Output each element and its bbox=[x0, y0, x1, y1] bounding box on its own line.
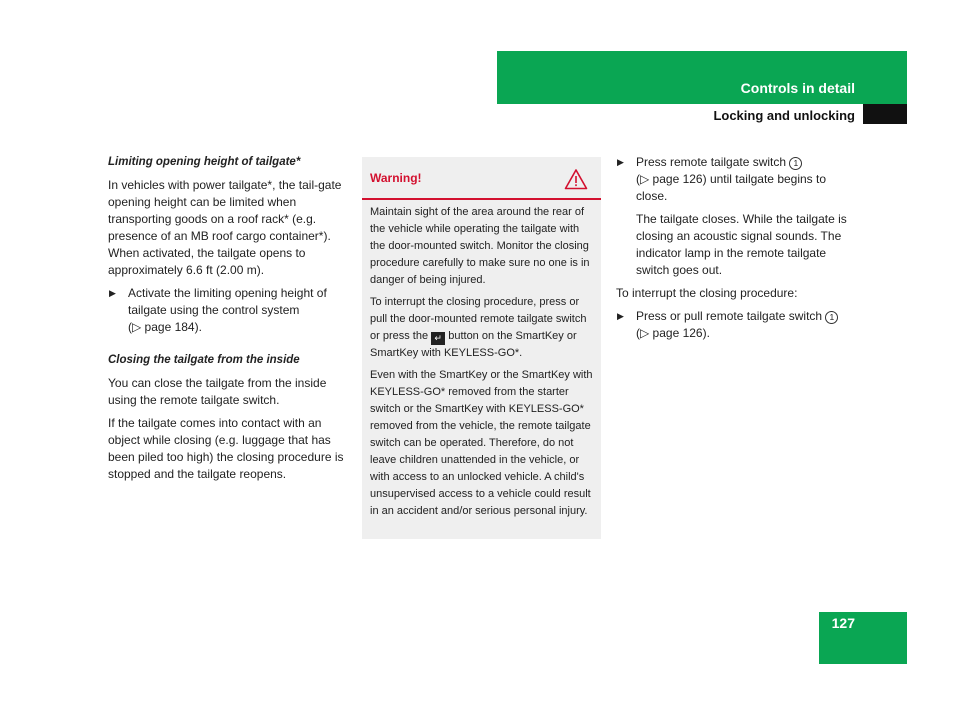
left-column bbox=[108, 154, 348, 489]
warning-paragraph-2-text-b: button on the SmartKey or SmartKey with KEYLESS-GO*. bbox=[370, 330, 577, 359]
warning-paragraph-1: Maintain sight of the area around the rear of the vehicle while operating the tailgate with the door-mounted switch. Monitor the closing procedure carefully to make sure no one is in danger of being injured. bbox=[370, 206, 590, 286]
bullet-press-pull-switch bbox=[616, 308, 856, 342]
paragraph-power-tailgate: In vehicles with power tailgate*, the tail-gate opening height can be limited when transporting goods on a roof rack* (e.g. presence of an MB roof cargo container*). When activated, the tailgate opens to approximately 6.6 ft (2.00 m). bbox=[108, 178, 342, 277]
callout-number-1: 1 bbox=[789, 157, 802, 170]
section-tab-marker bbox=[863, 104, 907, 124]
warning-paragraph-2-text-a: To interrupt the closing procedure, press or pull the door-mounted remote tailgate switch or press the bbox=[370, 296, 587, 342]
warning-body bbox=[362, 200, 601, 520]
bullet-arrow-icon: ▶ bbox=[617, 157, 624, 167]
heading-limiting-height: Limiting opening height of tailgate* bbox=[108, 156, 301, 168]
page-reference-link[interactable]: (▷ page 126). bbox=[636, 326, 710, 340]
warning-paragraph-2 bbox=[370, 294, 593, 362]
paragraph-contact-object: If the tailgate comes into contact with an object while closing (e.g. luggage that has been piled too high) the closing procedure is stopped and the tailgate reopens. bbox=[108, 416, 344, 481]
paragraph-interrupt: To interrupt the closing procedure: bbox=[616, 286, 798, 300]
warning-header bbox=[362, 157, 601, 200]
bullet-text-rest: (▷ page 126) until tailgate begins to close. bbox=[636, 172, 827, 203]
tailgate-key-icon: ↵ bbox=[431, 332, 445, 345]
warning-label: Warning! bbox=[370, 171, 422, 185]
paragraph-tailgate-closes: The tailgate closes. While the tailgate is closing an acoustic signal sounds. The indicator lamp in the remote tailgate switch goes out. bbox=[636, 212, 847, 277]
bullet-text: Press or pull remote tailgate switch bbox=[636, 309, 823, 323]
warning-paragraph-3: Even with the SmartKey or the SmartKey with KEYLESS-GO* removed from the starter switch or the SmartKey with KEYLESS-GO* removed from the vehicle, the remote tailgate switch can be operated. Therefore, do not leave children unattended in the vehicle, or with access to an unlocked vehicle. A child's unsupervised access to a vehicle could result in an accident and/or serious personal injury. bbox=[370, 369, 593, 517]
bullet-activate-limit bbox=[108, 285, 348, 336]
bullet-text: Activate the limiting opening height of tailgate using the control system bbox=[128, 286, 327, 317]
bullet-arrow-icon: ▶ bbox=[109, 288, 116, 298]
page-reference-link[interactable]: (▷ page 184). bbox=[128, 320, 202, 334]
subsection-title: Locking and unlocking bbox=[713, 108, 855, 123]
paragraph-close-inside: You can close the tailgate from the inside using the remote tailgate switch. bbox=[108, 376, 327, 407]
page-number: 127 bbox=[831, 615, 855, 631]
warning-box bbox=[362, 157, 601, 539]
bullet-text: Press remote tailgate switch bbox=[636, 155, 787, 169]
right-column bbox=[616, 154, 856, 348]
heading-closing-inside: Closing the tailgate from the inside bbox=[108, 354, 300, 366]
warning-triangle-icon bbox=[564, 168, 588, 190]
callout-number-1: 1 bbox=[825, 311, 838, 324]
bullet-press-switch bbox=[616, 154, 856, 205]
section-title: Controls in detail bbox=[740, 80, 855, 96]
bullet-arrow-icon: ▶ bbox=[617, 311, 624, 321]
